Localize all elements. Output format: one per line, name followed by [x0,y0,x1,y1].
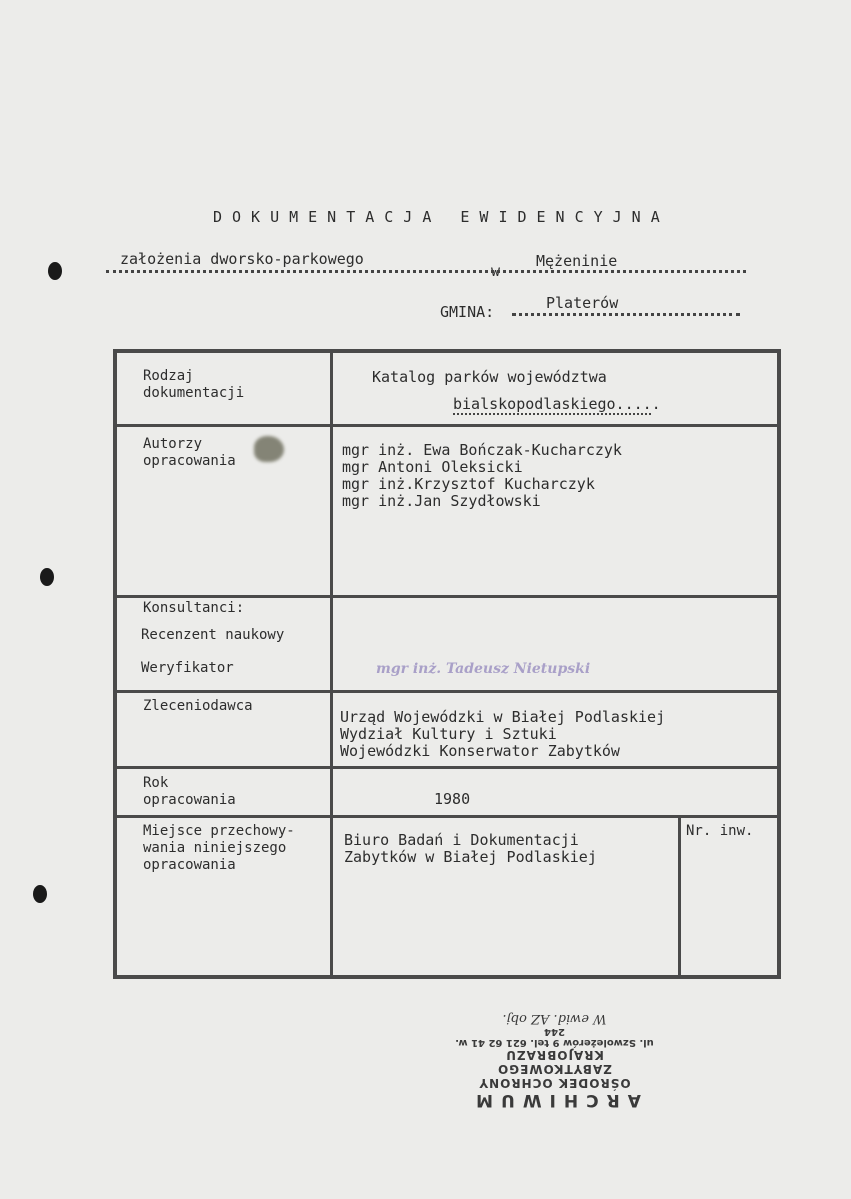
row-divider-1 [113,424,781,427]
consultants-label: Konsultanci: [143,600,245,616]
doc-type-label: Rodzaj dokumentacji [143,368,245,401]
doc-type-value-2: bialskopodlaskiego..... [453,395,661,413]
year-label: Rok opracowania [143,775,236,808]
dotted-line-1 [106,270,746,273]
doc-type-underline [453,413,651,415]
inventory-number-label: Nr. inw. [686,823,754,839]
document-title: DOKUMENTACJA EWIDENCYJNA [213,208,670,226]
ink-smudge [254,436,284,462]
punch-hole-1 [48,262,62,280]
year-value: 1980 [434,790,471,808]
archive-stamp-title: ARCHIWUM [468,1090,641,1110]
punch-hole-3 [33,885,47,903]
commissioner-label: Zleceniodawca [143,698,253,714]
inventory-divider [678,817,681,977]
gmina-value: Platerów [546,294,619,312]
doc-type-value: Katalog parków województwa [372,368,607,386]
gmina-label: GMINA: [440,303,495,321]
reviewer-label: Recenzent naukowy [141,627,285,643]
column-divider [330,351,333,977]
archive-stamp-line3: ZABYTKOWEGO KRAJOBRAZU [497,1048,612,1076]
row-divider-4 [113,766,781,769]
storage-value: Biuro Badań i Dokumentacji Zabytków w Białej Podlaskiej [344,831,597,866]
punch-hole-2 [40,568,54,586]
dotted-line-2 [512,313,740,316]
connector-text: w [491,262,501,280]
archive-handwritten-note: W ewid. AZ obj. [502,1011,607,1026]
commissioner-value: Urząd Wojewódzki w Białej Podlaskiej Wydział Kultury i Sztuki Wojewódzki Konserwator Zabytków [340,708,666,760]
subject-text: założenia dworsko-parkowego [120,250,364,268]
archive-stamp-address: ul. Szwoleżerów 9 tel. 621 62 41 w. 244 [455,1026,654,1048]
archive-stamp [452,1011,657,1110]
authors-value: mgr inż. Ewa Bończak-Kucharczyk mgr Antoni Oleksicki mgr inż.Krzysztof Kucharczyk mgr inż.Jan Szydłowski [342,441,622,510]
place-text: Mężeninie [536,252,618,270]
row-divider-2 [113,595,781,598]
row-divider-3 [113,690,781,693]
authors-label: Autorzy opracowania [143,436,236,469]
verifier-label: Weryfikator [141,660,234,676]
verifier-stamp: mgr inż. Tadeusz Nietupski [376,661,591,677]
archive-stamp-line2: OŚRODEK OCHRONY [478,1076,631,1090]
storage-label: Miejsce przechowy- wania niniejszego opracowania [143,823,295,873]
